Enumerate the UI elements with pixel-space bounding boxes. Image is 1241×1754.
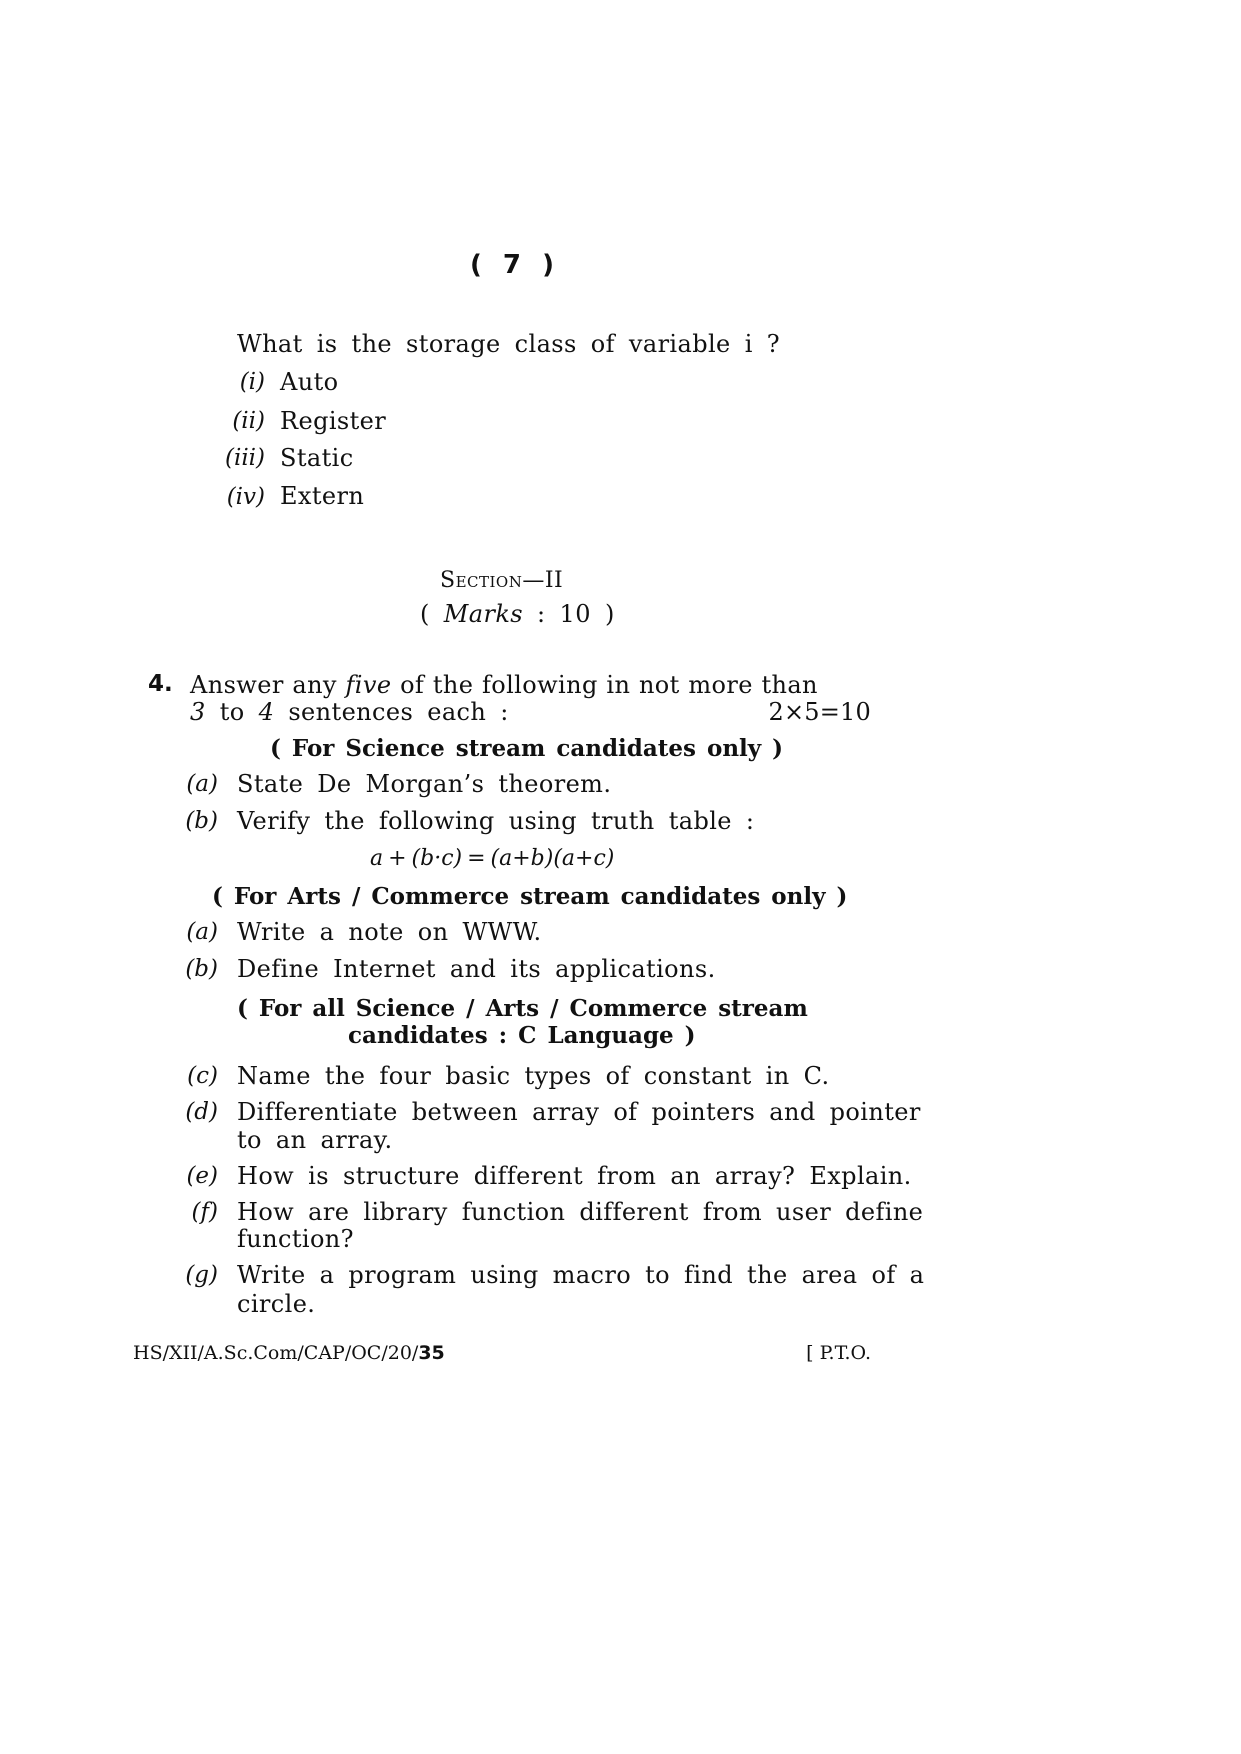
- q4-word: not: [638, 671, 680, 699]
- item-label: (f): [191, 1199, 218, 1225]
- item-text: How is structure different from an array? Explain.: [237, 1162, 912, 1190]
- page-number: ( 7 ): [470, 250, 560, 280]
- option-text: Register: [280, 407, 387, 435]
- option-text: Auto: [280, 368, 339, 396]
- q4-word: of: [400, 671, 425, 699]
- q4-word: in: [606, 671, 631, 699]
- q4-word: than: [761, 671, 818, 699]
- item-label: (b): [185, 808, 218, 834]
- item-label: (d): [185, 1099, 218, 1125]
- item-label: (b): [185, 956, 218, 982]
- marks-value: : 10: [537, 600, 591, 628]
- item-text: Verify the following using truth table :: [237, 807, 755, 835]
- item-label: (g): [185, 1262, 218, 1288]
- item-text-cont: circle.: [237, 1290, 316, 1318]
- equation: a + (b·c) = (a+b)(a+c): [370, 846, 615, 871]
- item-text: Write a program using macro to find the area of a: [237, 1261, 925, 1289]
- option-label: (i): [239, 369, 265, 395]
- item-label: (a): [186, 919, 218, 945]
- section-title: Section—II: [440, 568, 564, 593]
- q4-to: to: [219, 698, 245, 726]
- item-label: (c): [187, 1063, 218, 1089]
- q4-word: more: [688, 671, 753, 699]
- pto: [ P.T.O.: [806, 1342, 871, 1364]
- item-label: (e): [186, 1163, 218, 1189]
- question-number: 4.: [148, 671, 173, 697]
- q4-num-4: 4: [258, 698, 275, 726]
- paper-code-prefix: HS/XII/A.Sc.Com/CAP/OC/20/: [133, 1342, 419, 1364]
- item-text-cont: function?: [237, 1225, 354, 1253]
- item-text: State De Morgan’s theorem.: [237, 770, 612, 798]
- q4-line1: [190, 671, 818, 699]
- arts-heading: ( For Arts / Commerce stream candidates only ): [212, 883, 848, 910]
- marks-open: (: [420, 600, 430, 628]
- paper-code-suffix: 35: [418, 1342, 445, 1364]
- option-text: Static: [280, 444, 354, 472]
- q4-word: the: [432, 671, 474, 699]
- q3-prompt: What is the storage class of variable i ?: [237, 330, 781, 358]
- q4-word: five: [345, 671, 392, 699]
- paper-code: [133, 1342, 445, 1364]
- q4-word: any: [292, 671, 337, 699]
- item-text: How are library function different from user define: [237, 1198, 924, 1226]
- option-label: (ii): [232, 408, 265, 434]
- all-heading-line2: candidates : C Language ): [348, 1022, 696, 1049]
- item-text: Differentiate between array of pointers and pointer: [237, 1098, 921, 1126]
- q4-word: following: [481, 671, 598, 699]
- option-text: Extern: [280, 482, 365, 510]
- item-label: (a): [186, 771, 218, 797]
- option-label: (iii): [224, 445, 265, 471]
- q4-marks: 2×5=10: [768, 698, 871, 726]
- item-text-cont: to an array.: [237, 1126, 393, 1154]
- item-text: Name the four basic types of constant in C.: [237, 1062, 830, 1090]
- all-heading-line1: ( For all Science / Arts / Commerce stream: [237, 995, 808, 1022]
- marks-close: ): [604, 600, 615, 628]
- section-marks: [420, 600, 615, 628]
- science-heading: ( For Science stream candidates only ): [270, 735, 784, 762]
- q4-word: Answer: [190, 671, 284, 699]
- option-label: (iv): [226, 484, 265, 510]
- q4-line2: [190, 698, 509, 726]
- item-text: Write a note on WWW.: [237, 918, 542, 946]
- item-text: Define Internet and its applications.: [237, 955, 716, 983]
- marks-word: Marks: [443, 600, 524, 628]
- q4-num-3: 3: [190, 698, 206, 726]
- q4-sentences: sentences each :: [288, 698, 509, 726]
